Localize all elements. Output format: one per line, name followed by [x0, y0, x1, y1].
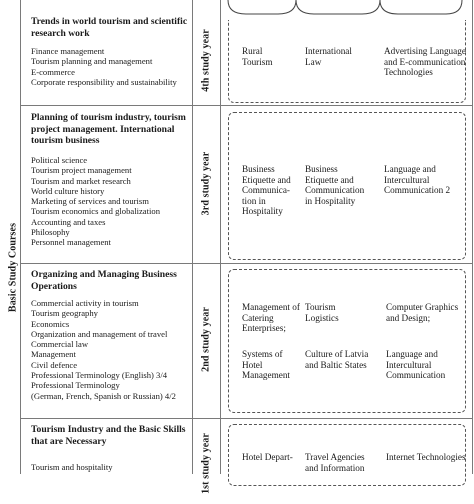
course-item: Civil defence: [31, 359, 78, 370]
year-2-block-title: Organizing and Managing Business Operations: [31, 269, 177, 292]
course-item: Finance management: [31, 46, 105, 56]
course-item: Philosophy: [31, 227, 70, 238]
year-2-label: 2nd study year: [200, 307, 212, 372]
course-item: Commercial activity in tourism: [31, 298, 139, 308]
elective-item: Travel Agencies and Information: [305, 452, 365, 473]
course-item: Professional Terminology: [31, 380, 120, 391]
course-item: (German, French, Spanish or Russian) 4/2: [31, 390, 176, 401]
course-item: Tourism project management: [31, 165, 132, 176]
year-separator-1: [20, 105, 472, 106]
course-item: Tourism and hospitality: [31, 462, 113, 472]
year-4-label: 4th study year: [200, 29, 212, 92]
basic-study-courses-label: Basic Study Courses: [7, 222, 19, 313]
course-item: Corporate responsibility and sustainability: [31, 76, 177, 87]
elective-item: Advertising Language and E-communication Technologies: [384, 46, 466, 78]
elective-item: Computer Graphics and Design;: [386, 302, 459, 323]
course-item: Accounting and taxes: [31, 216, 106, 227]
elective-item: Language and Intercultural Communication 2: [384, 164, 451, 196]
left-frame-line: [20, 0, 21, 474]
course-item: Tourism economics and globalization: [31, 206, 160, 217]
year-1-block-title: Tourism Industry and the Basic Skills that are Necessary: [31, 424, 186, 447]
course-item: Tourism geography: [31, 308, 98, 319]
year-2-electives-box: [228, 269, 466, 413]
elective-item: Management of Catering Enterprises;: [242, 302, 300, 334]
course-item: Management: [31, 349, 76, 360]
course-item: Tourism planning and management: [31, 56, 153, 67]
elective-item: Systems of Hotel Management: [242, 349, 290, 381]
elective-item: Business Etiquette and Communication in Hospitality: [305, 164, 365, 206]
elective-item: Internet Technologies: [386, 452, 466, 462]
elective-item: Language and Intercultural Communication: [386, 349, 446, 381]
year-3-label: 3rd study year: [200, 151, 212, 216]
year-3-course-list: [31, 155, 160, 248]
course-item: Personnel management: [31, 237, 111, 248]
course-item: Commercial law: [31, 339, 89, 350]
course-item: Marketing of services and tourism: [31, 196, 149, 207]
year-4-block-title: Trends in world tourism and scientific research work: [31, 16, 188, 39]
course-item: Professional Terminology (English) 3/4: [31, 370, 168, 381]
course-column-divider: [192, 0, 193, 474]
elective-item: Business Etiquette and Communica-tion in Hospitality: [242, 164, 291, 217]
year-separator-2: [20, 263, 472, 264]
year-3-block-title: Planning of tourism industry, tourism project management. International tourism business: [31, 112, 186, 146]
year-2-course-list: [31, 298, 176, 401]
course-item: Organization and management of travel: [31, 328, 168, 339]
course-item: World culture history: [31, 185, 105, 196]
course-item: Tourism and market research: [31, 175, 131, 186]
right-frame-line: [472, 0, 473, 474]
elective-item: Hotel Depart-: [242, 452, 293, 462]
year-1-label: 1st study year: [200, 433, 212, 494]
course-item: Political science: [31, 155, 88, 165]
year-separator-3: [20, 418, 472, 419]
elective-item: Tourism Logistics: [305, 302, 339, 323]
elective-item: Rural Tourism: [242, 46, 273, 67]
year-column-divider: [220, 0, 221, 474]
year-1-course-list: [31, 462, 113, 472]
elective-item: Culture of Latvia and Baltic States: [305, 349, 369, 370]
course-item: Economics: [31, 318, 70, 329]
elective-item: International Law: [305, 46, 352, 67]
year-4-course-list: [31, 46, 177, 87]
course-item: E-commerce: [31, 66, 75, 77]
